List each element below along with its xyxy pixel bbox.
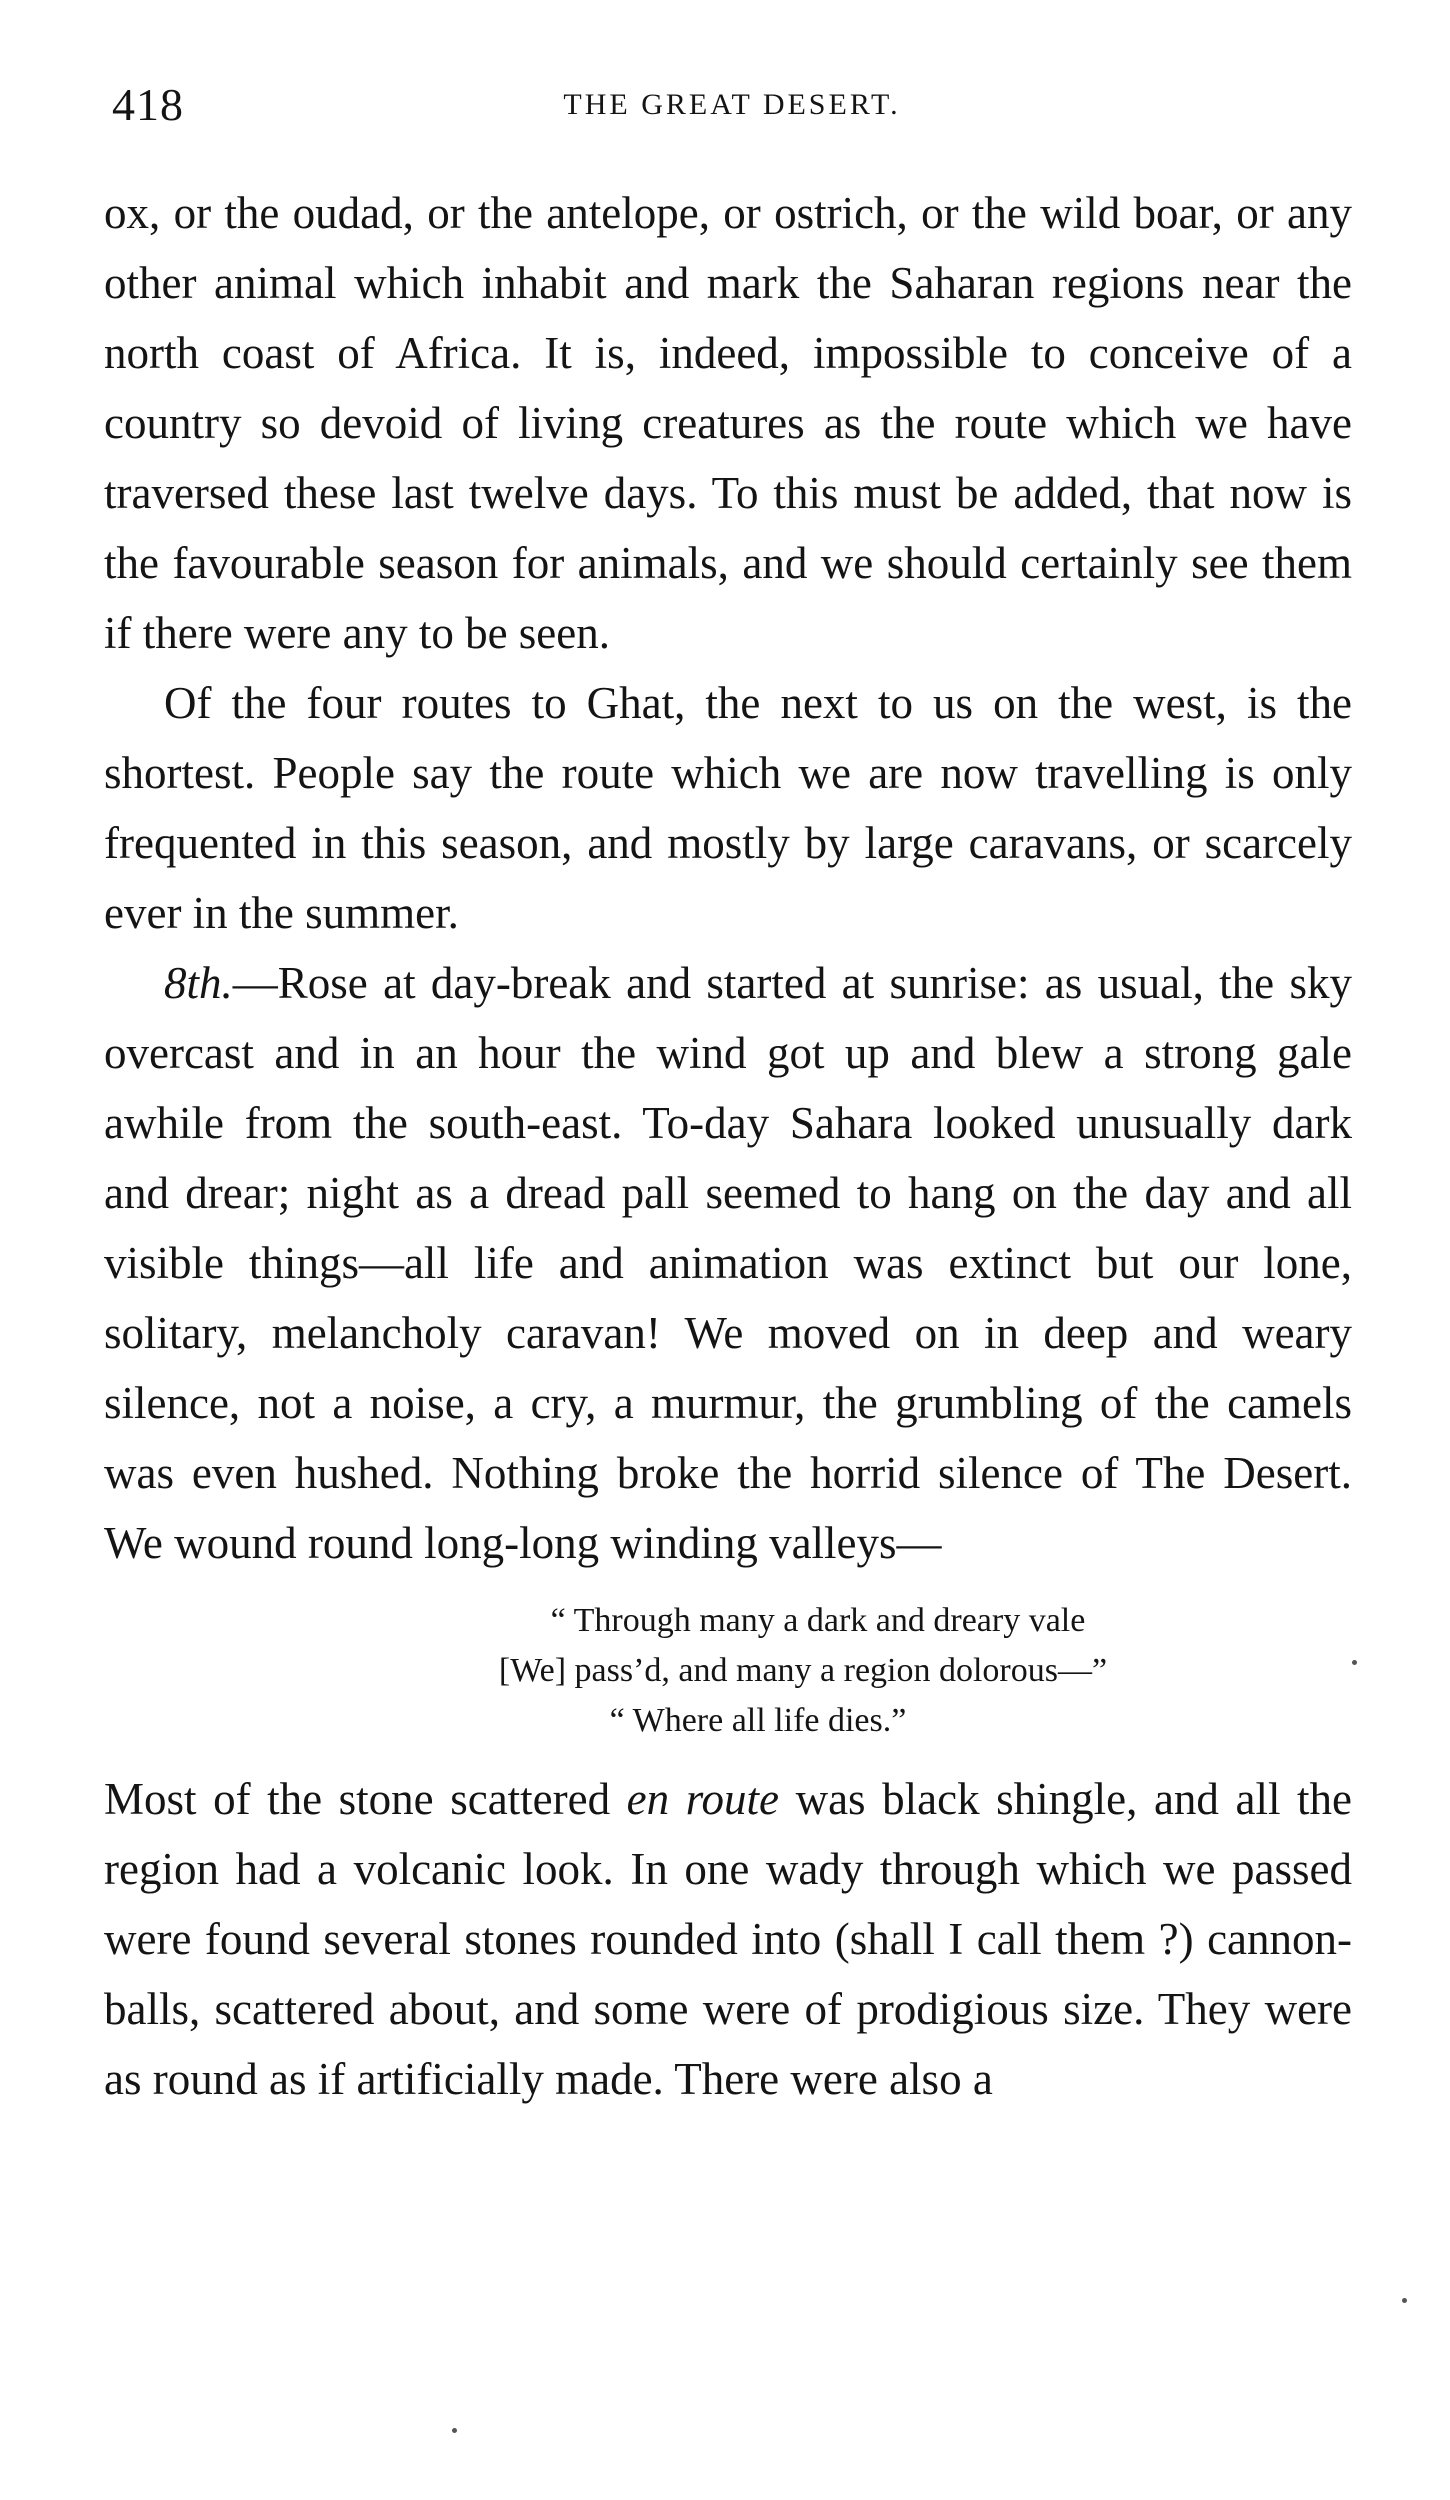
paragraph-4 xyxy=(104,1764,1352,2114)
paragraph-2: Of the four routes to Ghat, the next to us on the west, is the shortest. People say the route which we are now travelling is only frequented in this season, and mostly by large caravans, or scarcely ever in the summer. xyxy=(104,678,1352,938)
print-speck xyxy=(1352,1660,1357,1665)
quote-line-3: “ Where all life dies.” xyxy=(609,1702,907,1739)
paragraph-3 xyxy=(104,948,1352,1578)
paragraph-3-text: —Rose at day-break and started at sunrise: as usual, the sky overcast and in an hour the wind got up and blew a strong gale awhile from the south-east. To-day Sahara looked unusually dark and drear; night as a dread pall seemed to hang on the day and all visible things—all life and animation was extinct but our lone, solitary, melancholy caravan! We moved on in deep and weary silence, not a noise, a cry, a murmur, the grumbling of the camels was even hushed. Nothing broke the horrid silence of The Desert. We wound round long-long winding valleys— xyxy=(104,958,1352,1568)
quote-line-1: “ Through many a dark and dreary vale xyxy=(550,1602,1086,1639)
paragraph-4-start: Most of the stone scattered xyxy=(104,1774,627,1824)
page-header xyxy=(112,78,1352,138)
italic-en-route: en route xyxy=(626,1774,780,1824)
verse-quotation xyxy=(104,1596,1352,1746)
running-title: THE GREAT DESERT. xyxy=(563,88,901,121)
page-number: 418 xyxy=(112,79,184,130)
quote-line-2: [We] pass’d, and many a region dolorous—” xyxy=(498,1652,1108,1689)
entry-date: 8th. xyxy=(164,958,233,1008)
print-speck xyxy=(452,2428,457,2433)
print-speck xyxy=(1402,2298,1407,2303)
paragraph-1: ox, or the oudad, or the antelope, or ostrich, or the wild boar, or any other animal which inhabit and mark the Saharan regions near the north coast of Africa. It is, indeed, impossible to conceive of a country so devoid of living creatures as the route which we have traversed these last twelve days. To this must be added, that now is the favourable season for animals, and we should certainly see them if there were any to be seen. xyxy=(104,188,1352,658)
paragraph-4-rest: was black shingle, and all the region had a volcanic look. In one wady through which we passed were found several stones rounded into (shall I call them ?) cannon-balls, scattered about, and some were of prodigious size. They were as round as if artificially made. There were also a xyxy=(104,1774,1352,2104)
body-text xyxy=(104,178,1352,2114)
